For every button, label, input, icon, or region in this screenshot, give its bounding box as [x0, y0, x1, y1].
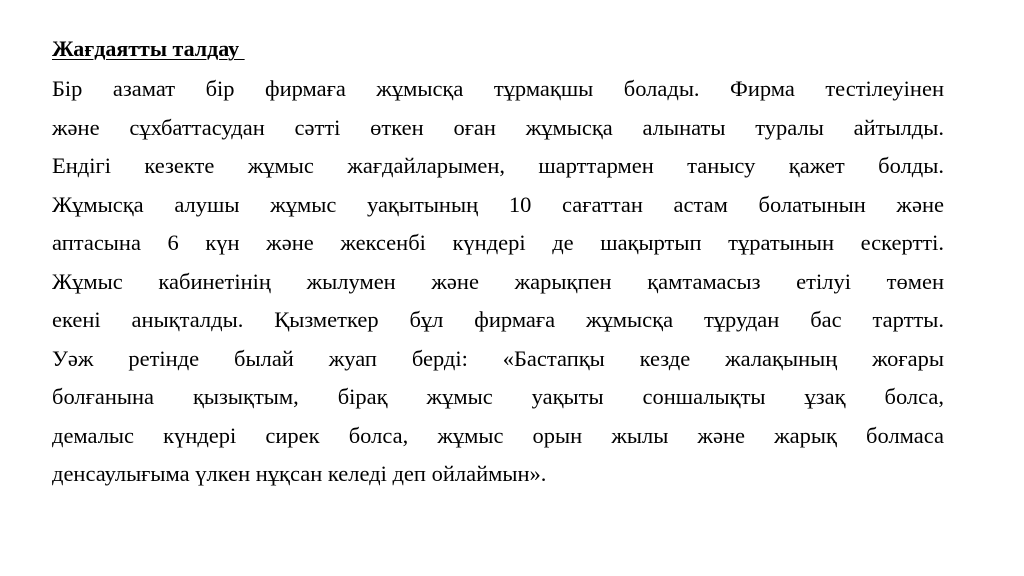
case-body [52, 70, 944, 494]
body-line: аптасына 6 күн және жексенбі күндері де шақыртып тұратынын ескертті. [52, 230, 944, 255]
body-line: және сұхбаттасудан сәтті өткен оған жұмысқа алынаты туралы айтылды. [52, 114, 944, 140]
body-line: екені анықталды. Қызметкер бұл фирмаға жұмысқа тұрудан бас тартты. [52, 307, 944, 332]
body-line: болғанына қызықтым, бірақ жұмыс уақыты соншалықты ұзақ болса, [52, 384, 944, 409]
case-title: Жағдаятты талдау [52, 36, 245, 61]
body-line: Бір азамат бір фирмаға жұмысқа тұрмақшы болады. Фирма тестілеуінен [52, 76, 944, 101]
body-line: Жұмысқа алушы жұмыс уақытының 10 сағаттан астам болатынын және [52, 191, 944, 217]
body-line: денсаулығыма үлкен нұқсан келеді деп ойлаймын». [52, 461, 547, 486]
body-line: демалыс күндері сирек болса, жұмыс орын жылы және жарық болмаса [52, 422, 944, 448]
body-line: Ендігі кезекте жұмыс жағдайларымен, шарттармен танысу қажет болды. [52, 153, 944, 178]
slide-content [52, 34, 944, 494]
body-line: Уәж ретінде былай жуап берді: «Бастапқы кезде жалақының жоғары [52, 345, 944, 371]
body-line: Жұмыс кабинетінің жылумен және жарықпен қамтамасыз етілуі төмен [52, 268, 944, 294]
